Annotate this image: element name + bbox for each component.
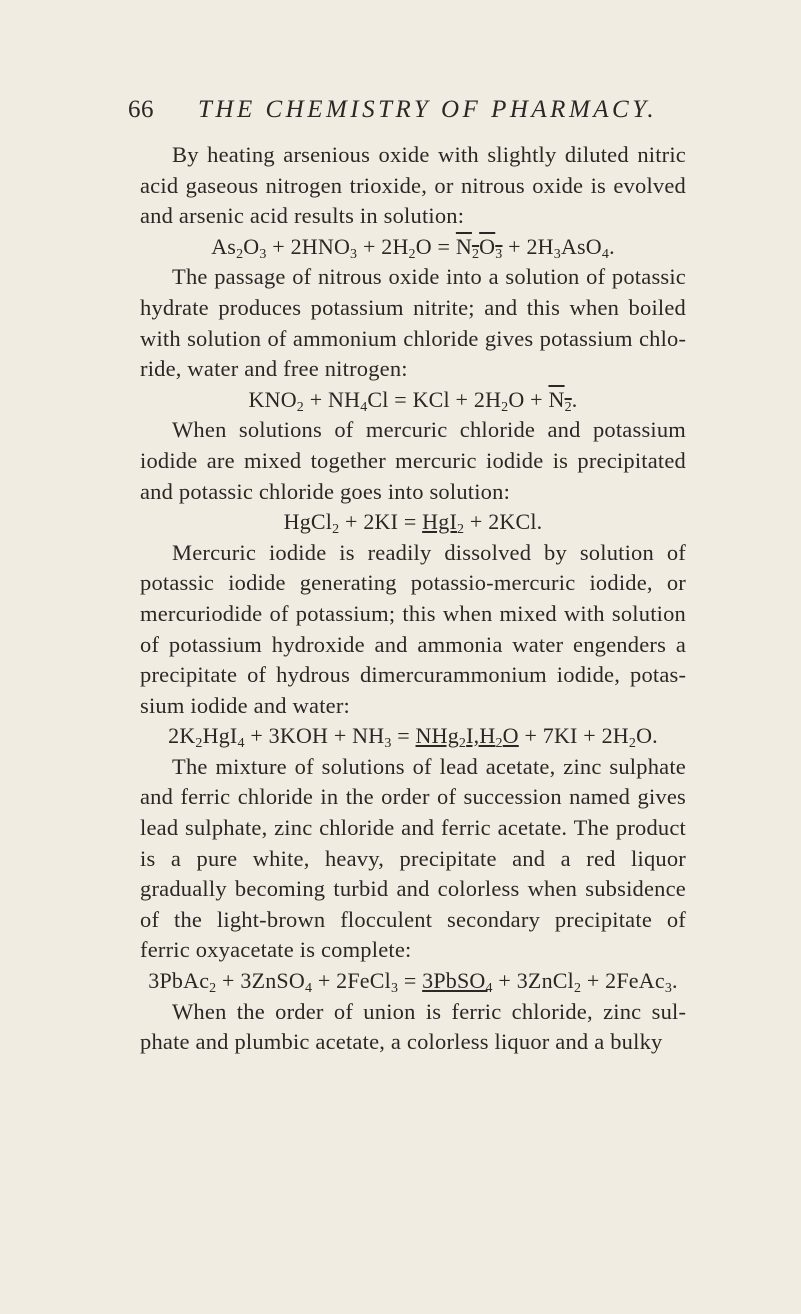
- page-header: [128, 96, 688, 132]
- gas-product-marker: $N_2O_3$: [455, 233, 503, 262]
- equation-arsenic-nitric: $As_2O_3 + 2HNO_3 + 2H_2O = N_2O_3 + 2H_3AsO_4$.: [211, 233, 615, 262]
- paragraph-mercuric-chloride: When solutions of mercuric chloride and potassium iodide are mixed together mercuric iodide is precipitated and potassic chloride goes into solution:: [140, 417, 686, 504]
- precipitate-marker: HgI$_2$: [422, 509, 465, 538]
- running-title: THE CHEMISTRY OF PHARMACY.: [198, 96, 658, 123]
- page-number: 66: [128, 96, 154, 123]
- precipitate-marker: 3PbSO$_4$: [422, 968, 493, 997]
- gas-product-marker: $N_2$: [548, 386, 572, 415]
- paragraph-nitrous-oxide: The passage of nitrous oxide into a solution of potassic hydrate produces potassium nitrite; and this when boiled with solution of ammonium chloride gives potassium chloride, water and free nitrogen:: [140, 264, 686, 382]
- equation-dimercurammonium: $2K_2HgI_4 + 3KOH + NH_3 = NHg_2I,H_2O + 7KI + 2H_2O$.: [168, 723, 658, 752]
- equation-lead-sulphate: 3PbAc$_2$ + 3ZnSO$_4$ + 2FeCl$_3$ = 3PbSO$_4$ + 3ZnCl$_2$ + 2FeAc$_3$.: [148, 968, 678, 997]
- paragraph-lead-acetate: The mixture of solutions of lead acetate, zinc sulphate and ferric chloride in the order of succession named gives lead sulphate, zinc chloride and ferric acetate. The product is a pure white, heavy, precipitate and a red liquor gradually becoming turbid and colorless when subsidence of the light-brown flocculent secondary precipitate of ferric oxyacetate is complete:: [140, 753, 686, 963]
- paragraph-mercuric-iodide: Mercuric iodide is readily dissolved by solution of potassic iodide generating potassio-mercuric iodide, or mercuriodide of potassium; this when mixed with solution of potassium hydroxide and ammonia water engenders a precipitate of hydrous dimercurammonium iodide, potassium iodide and water:: [140, 539, 686, 718]
- body-text: [140, 140, 686, 1058]
- equation-mercuric-iodide: HgCl$_2$ + 2KI = HgI$_2$ + 2KCl.: [283, 509, 543, 538]
- equation-nitrite-ammonium: $KNO_2 + NH_4Cl$ = KCl + $2H_2O + N_2$.: [248, 386, 578, 415]
- paragraph-arsenious-oxide: By heating arsenious oxide with slightly diluted nitric acid gaseous nitrogen trioxide, or nitrous oxide is evolved and arsenic acid results in solution:: [140, 142, 686, 229]
- precipitate-marker: $NHg_2I,H_2O$: [415, 723, 519, 752]
- paragraph-order-of-union: When the order of union is ferric chloride, zinc sulphate and plumbic acetate, a colorless liquor and a bulky: [140, 998, 686, 1055]
